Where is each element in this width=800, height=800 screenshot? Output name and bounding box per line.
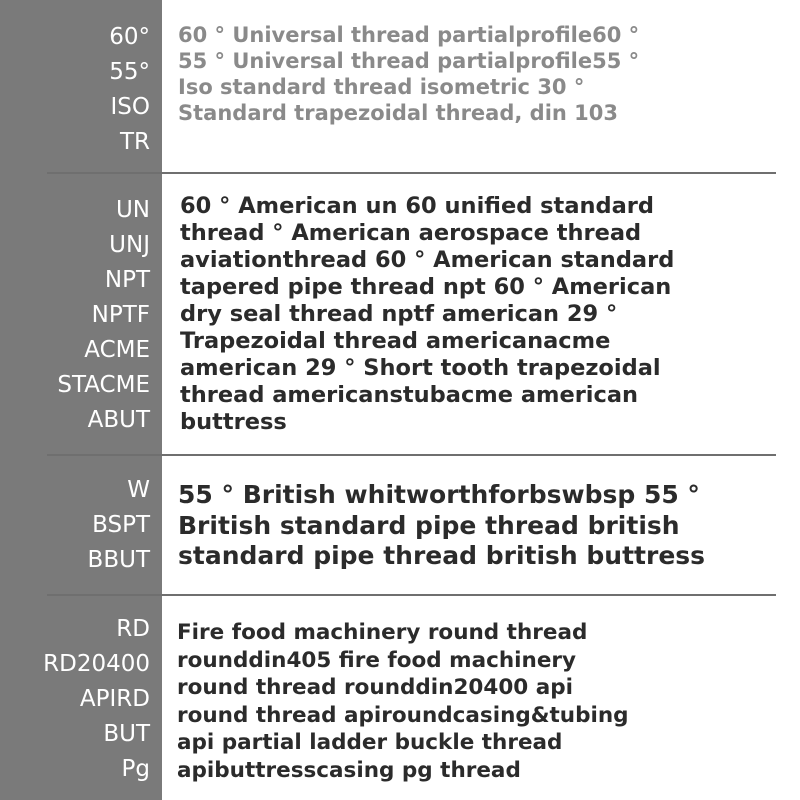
thread-code: W: [127, 477, 150, 503]
thread-code: TR: [119, 129, 150, 155]
thread-code: Pg: [121, 756, 150, 782]
thread-description: 55 ° British whitworthforbswbsp 55 ° British standard pipe thread british standard pipe thread british buttress: [178, 480, 706, 570]
thread-code: RD20400: [43, 651, 150, 677]
thread-code: ISO: [110, 94, 150, 120]
section-divider: [47, 454, 776, 456]
thread-code-list: [0, 612, 150, 787]
thread-code-list: [0, 473, 150, 578]
thread-code: BUT: [103, 721, 150, 747]
thread-code: NPTF: [91, 302, 150, 328]
thread-code: ABUT: [87, 407, 150, 433]
thread-code: 60°: [109, 24, 150, 50]
thread-code: APIRD: [79, 686, 150, 712]
thread-code: NPT: [104, 267, 150, 293]
thread-code: ACME: [84, 337, 150, 363]
thread-code: BSPT: [92, 512, 150, 538]
section-divider: [47, 172, 776, 174]
thread-code-list: [0, 193, 150, 438]
thread-code: RD: [116, 616, 150, 642]
thread-code: BBUT: [87, 547, 150, 573]
thread-description: Fire food machinery round thread rounddin405 fire food machinery round thread rounddin20400 api round thread apiroundcasing&tubing api partial ladder buckle thread apibuttresscasing pg thread: [177, 620, 629, 783]
thread-description: 60 ° Universal thread partialprofile60 ° 55 ° Universal thread partialprofile55 ° Iso standard thread isometric 30 ° Standard trapezoidal thread, din 103: [178, 23, 640, 125]
thread-code: 55°: [109, 59, 150, 85]
thread-code: UNJ: [109, 232, 150, 258]
thread-description: 60 ° American un 60 unified standard thread ° American aerospace thread aviationthread 60 ° American standard tapered pipe thread npt 60 ° American dry seal thread nptf american 29 ° Trapezoidal thread americanacme american 29 ° Short tooth trapezoidal thread americanstubacme american buttress: [180, 193, 675, 435]
thread-code: STACME: [57, 372, 150, 398]
section-divider: [47, 594, 776, 596]
thread-code: UN: [115, 197, 150, 223]
thread-code-list: [0, 20, 150, 160]
